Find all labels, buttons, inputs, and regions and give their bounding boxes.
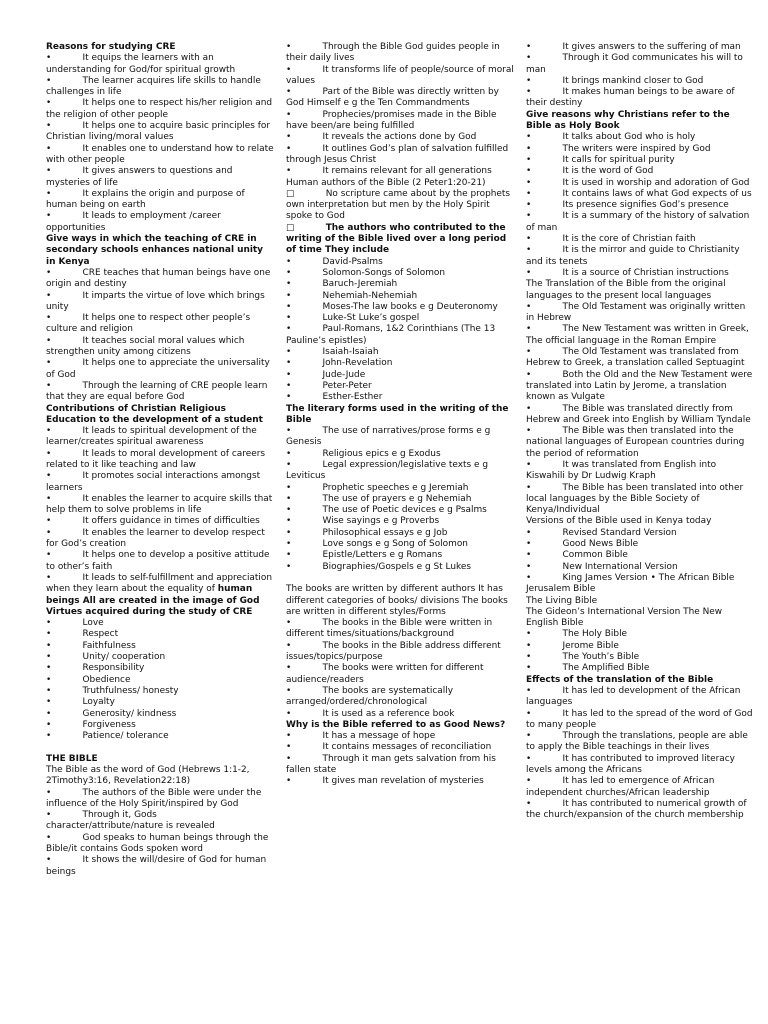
line-text: • Both the Old and the New Testament were translated into Latin by Jerome, a translation known as Vulgate	[526, 369, 753, 403]
blank-line	[286, 573, 514, 584]
line-text: • The books are systematically arranged/ordered/chronological	[286, 685, 453, 708]
text-line	[526, 641, 754, 652]
line-text: • The use of Poetic devices e g Psalms	[286, 505, 487, 516]
line-text: • It enables one to understand how to relate with other people	[46, 143, 274, 165]
line-text: • Luke-St Luke’s gospel	[286, 313, 420, 324]
line-text: • The Holy Bible	[526, 629, 628, 640]
text-line	[526, 211, 754, 234]
line-text: • Esther-Esther	[286, 392, 383, 403]
text-line	[46, 697, 274, 708]
line-text: • It promotes social interactions amongst learners	[46, 471, 261, 493]
line-text: The Gideon’s International Version The New English Bible	[526, 606, 723, 629]
text-line	[46, 144, 274, 167]
text-line	[46, 516, 274, 527]
text-line	[286, 370, 514, 381]
text-line	[46, 720, 274, 731]
line-text: • The Amplified Bible	[526, 663, 650, 674]
line-text: • Responsibility	[46, 663, 145, 674]
text-line	[526, 460, 754, 483]
line-text: THE BIBLE	[46, 753, 98, 764]
text-line	[46, 573, 274, 607]
line-text: • David-Psalms	[286, 256, 383, 267]
line-text: • It gives answers to the suffering of man	[526, 42, 741, 52]
text-line	[46, 121, 274, 144]
text-line	[286, 302, 514, 313]
text-line	[286, 618, 514, 641]
line-text: Virtues acquired during the study of CRE	[46, 606, 253, 617]
text-line	[286, 426, 514, 449]
line-text: • It was translated from English into Kiswahili by Dr Ludwig Kraph	[526, 459, 717, 482]
text-line	[286, 178, 514, 189]
line-text: • Through the translations, people are able to apply the Bible teachings in their lives	[526, 731, 748, 753]
text-line	[286, 166, 514, 177]
text-line	[526, 528, 754, 539]
line-text: • It reveals the actions done by God	[286, 132, 477, 143]
line-text: • The New Testament was written in Greek, The official language in the Roman Empire	[526, 324, 749, 346]
line-text: The Translation of the Bible from the original languages to the present local languages	[526, 279, 726, 301]
text-line	[46, 98, 274, 121]
line-text: • Through the learning of CRE people learn that they are equal before God	[46, 380, 268, 403]
line-text: • Peter-Peter	[286, 380, 372, 391]
line-text: • Through it, Gods character/attribute/nature is revealed	[46, 810, 215, 832]
text-line	[526, 42, 754, 53]
line-text: • It is the core of Christian faith	[526, 234, 696, 245]
line-text: • It has a message of hope	[286, 731, 436, 742]
line-text: • New International Version	[526, 561, 678, 572]
line-text: • It contains messages of reconciliation	[286, 742, 492, 753]
line-text: • Through it man gets salvation from his fallen state	[286, 753, 496, 775]
line-text: • Biographies/Gospels e g St Lukes	[286, 561, 471, 572]
line-text: • The books were written for different audience/readers	[286, 663, 484, 685]
line-text: • Nehemiah-Nehemiah	[286, 290, 418, 301]
text-line	[526, 539, 754, 550]
text-line	[526, 268, 754, 279]
text-line	[526, 607, 754, 630]
text-line	[286, 65, 514, 88]
line-text: • It is the word of God	[526, 166, 654, 177]
text-line	[526, 324, 754, 347]
line-text: □ No scripture came about by the prophets own interpretation but men by the Holy Spirit spoke to God	[286, 188, 511, 222]
line-text: • It teaches social moral values which strengthen unity among citizens	[46, 335, 245, 358]
line-text: • The Old Testament was translated from Hebrew to Greek, a translation called Septuagint	[526, 347, 745, 369]
text-line	[46, 833, 274, 856]
line-text: • Forgiveness	[46, 719, 136, 730]
line-text: Reasons for studying CRE	[46, 42, 176, 52]
line-text: • The books in the Bible were written in different times/situations/background	[286, 618, 493, 640]
text-line	[286, 754, 514, 777]
line-text: • It has led to development of the African languages	[526, 685, 741, 708]
line-text: • It has contributed to numerical growth of the church/expansion of the church membership	[526, 798, 747, 821]
text-line	[286, 279, 514, 290]
text-line	[526, 370, 754, 404]
line-text: • Unity/ cooperation	[46, 652, 166, 663]
text-line	[526, 550, 754, 561]
text-line	[526, 234, 754, 245]
text-line	[526, 686, 754, 709]
text-line	[46, 618, 274, 629]
line-text: • The Bible was then translated into the national languages of European countries during the period of reformation	[526, 426, 745, 459]
line-text: Effects of the translation of the Bible	[526, 674, 714, 685]
line-text: • Generosity/ kindness	[46, 708, 177, 719]
line-text: • It brings mankind closer to God	[526, 75, 704, 86]
line-text: • Legal expression/legislative texts e g Leviticus	[286, 459, 489, 482]
line-text: □	[286, 222, 326, 233]
line-text: • Religious epics e g Exodus	[286, 448, 441, 459]
line-text: • It calls for spiritual purity	[526, 154, 675, 165]
text-line	[46, 166, 274, 189]
text-line	[46, 53, 274, 76]
line-text: • Wise sayings e g Proverbs	[286, 516, 440, 527]
text-line	[526, 155, 754, 166]
text-line	[286, 358, 514, 369]
line-text: • The Old Testament was originally written in Hebrew	[526, 301, 746, 324]
text-line	[286, 313, 514, 324]
text-line	[286, 392, 514, 403]
line-text: • The Bible has been translated into other local languages by the Bible Society of Kenya/Individual	[526, 482, 744, 516]
line-text: • Jerome Bible	[526, 640, 619, 651]
text-line	[46, 471, 274, 494]
line-text: • Philosophical essays e g Job	[286, 527, 448, 538]
line-text: • CRE teaches that human beings have one origin and destiny	[46, 267, 271, 290]
column-2	[286, 42, 514, 788]
text-line	[526, 302, 754, 325]
text-line	[286, 460, 514, 483]
text-line	[526, 347, 754, 370]
line-text: • It is a source of Christian instructions	[526, 267, 729, 278]
text-line	[286, 505, 514, 516]
line-text: • It offers guidance in times of difficulties	[46, 516, 260, 527]
line-text: • It helps one to respect other people’s culture and religion	[46, 313, 251, 335]
line-text: • It is used as a reference book	[286, 708, 455, 719]
line-text: • Its presence signifies God’s presence	[526, 200, 729, 211]
text-line	[46, 765, 274, 788]
text-line	[526, 245, 754, 268]
line-text: • God speaks to human beings through the Bible/it contains Gods spoken word	[46, 832, 269, 855]
text-line	[286, 291, 514, 302]
text-line	[286, 686, 514, 709]
text-line	[46, 709, 274, 720]
text-line	[286, 641, 514, 664]
text-line	[46, 358, 274, 381]
line-text: • Obedience	[46, 674, 131, 685]
text-line	[286, 449, 514, 460]
section-heading	[46, 754, 274, 765]
text-line	[286, 132, 514, 143]
text-line	[46, 336, 274, 359]
section-heading	[286, 404, 514, 427]
text-line	[46, 810, 274, 833]
line-text: • It talks about God who is holy	[526, 132, 696, 143]
text-line	[286, 663, 514, 686]
text-line	[526, 709, 754, 732]
text-line	[46, 686, 274, 697]
text-line	[46, 528, 274, 551]
text-line	[286, 776, 514, 787]
line-text: • It equips the learners with an understanding for God/for spiritual growth	[46, 53, 236, 75]
line-text: • It helps one to appreciate the universality of God	[46, 358, 270, 380]
text-line	[526, 404, 754, 427]
text-line	[526, 516, 754, 527]
line-text: • Through it God communicates his will to man	[526, 53, 743, 75]
line-text: • Truthfulness/ honesty	[46, 685, 179, 696]
line-text: • Common Bible	[526, 550, 628, 561]
text-line	[46, 550, 274, 573]
line-text: • Patience/ tolerance	[46, 731, 169, 742]
section-heading	[46, 404, 274, 427]
line-text: The books are written by different authors It has different categories of books/ divisions The books are written in different styles/Forms	[286, 584, 508, 617]
line-text: • It is used in worship and adoration of God	[526, 177, 750, 188]
line-text: • Revised Standard Version	[526, 527, 677, 538]
line-text: • It remains relevant for all generations	[286, 166, 492, 177]
text-line	[286, 87, 514, 110]
text-line	[526, 132, 754, 143]
column-3	[526, 42, 754, 821]
line-text: • It helps one to develop a positive attitude to other’s faith	[46, 550, 270, 572]
line-text: • It helps one to acquire basic principles for Christian living/moral values	[46, 121, 271, 143]
text-line	[526, 776, 754, 799]
text-line	[286, 742, 514, 753]
line-text: • It gives answers to questions and mysteries of life	[46, 166, 233, 188]
text-line	[286, 324, 514, 347]
text-line	[46, 855, 274, 878]
text-line	[526, 53, 754, 76]
line-text: • Solomon-Songs of Solomon	[286, 267, 446, 278]
line-text: • It leads to self-fulfillment and appreciation when they learn about the equality of	[46, 572, 273, 595]
text-line	[46, 76, 274, 99]
line-text: The Living Bible	[526, 595, 598, 606]
text-line	[286, 110, 514, 133]
line-text: The literary forms used in the writing of the Bible	[286, 403, 509, 425]
line-text: • Love songs e g Song of Solomon	[286, 539, 468, 550]
text-line	[286, 731, 514, 742]
line-text: • The use of prayers e g Nehemiah	[286, 493, 472, 504]
text-line	[286, 381, 514, 392]
text-line	[526, 76, 754, 87]
section-heading	[46, 234, 274, 268]
text-line	[46, 313, 274, 336]
line-text: • Part of the Bible was directly written by God Himself e g the Ten Commandments	[286, 87, 499, 109]
text-line	[46, 641, 274, 652]
line-text: • Loyalty	[46, 697, 115, 708]
text-line	[46, 291, 274, 314]
line-text: • Baruch-Jeremiah	[286, 279, 398, 290]
text-line	[46, 211, 274, 234]
section-heading	[46, 42, 274, 53]
line-text: • Jude-Jude	[286, 369, 366, 380]
text-line	[526, 144, 754, 155]
text-line	[286, 562, 514, 573]
text-line	[46, 675, 274, 686]
line-text: • It is a summary of the history of salvation of man	[526, 211, 750, 233]
text-line	[46, 731, 274, 742]
text-line	[286, 223, 514, 257]
line-text: • It leads to employment /career opportunities	[46, 211, 221, 233]
text-line	[286, 257, 514, 268]
line-text: • It helps one to respect his/her religion and the religion of other people	[46, 98, 273, 120]
line-text: • Paul-Romans, 1&2 Corinthians (The 13 Pauline’s epistles)	[286, 324, 496, 346]
text-line	[526, 87, 754, 110]
section-heading	[286, 720, 514, 731]
text-line	[46, 629, 274, 640]
line-text: • Isaiah-Isaiah	[286, 347, 379, 358]
line-text: • It shows the will/desire of God for human beings	[46, 855, 267, 877]
text-line	[526, 562, 754, 573]
text-line	[46, 426, 274, 449]
text-line	[46, 268, 274, 291]
text-line	[286, 584, 514, 618]
line-text: • Through the Bible God guides people in their daily lives	[286, 42, 500, 64]
line-text: Give reasons why Christians refer to the Bible as Holy Book	[526, 109, 730, 132]
section-heading	[526, 110, 754, 133]
text-line	[286, 189, 514, 223]
text-line	[46, 788, 274, 811]
line-text: • It outlines God’s plan of salvation fulfilled through Jesus Christ	[286, 143, 509, 165]
line-text: • Epistle/Letters e g Romans	[286, 550, 443, 561]
line-text: • It leads to moral development of careers related to it like teaching and law	[46, 448, 266, 470]
line-text: • Prophecies/promises made in the Bible have been/are being fulfilled	[286, 109, 497, 132]
text-line	[526, 483, 754, 517]
text-line	[46, 189, 274, 212]
line-text: • The authors of the Bible were under the influence of the Holy Spirit/inspired by God	[46, 787, 262, 809]
line-text: • It enables the learner to acquire skills that help them to solve problems in life	[46, 493, 273, 516]
text-line	[286, 516, 514, 527]
text-line	[286, 539, 514, 550]
text-line	[286, 144, 514, 167]
line-text: • It imparts the virtue of love which brings unity	[46, 290, 265, 312]
text-line	[526, 663, 754, 674]
section-heading	[526, 675, 754, 686]
line-text: • King James Version • The African Bible Jerusalem Bible	[526, 572, 735, 595]
text-line	[286, 42, 514, 65]
column-1	[46, 42, 274, 878]
text-line	[526, 652, 754, 663]
section-heading	[46, 607, 274, 618]
text-line	[286, 528, 514, 539]
line-text: Human authors of the Bible (2 Peter1:20-21)	[286, 177, 486, 188]
line-text: • It enables the learner to develop respect for God’s creation	[46, 527, 265, 550]
line-text: • It has led to the spread of the word of God to many people	[526, 708, 753, 730]
text-line	[46, 449, 274, 472]
bold-phrase: human beings All are created in the image of God	[46, 584, 260, 606]
text-line	[46, 381, 274, 404]
line-text: • The writers were inspired by God	[526, 143, 711, 154]
line-text: • It explains the origin and purpose of human being on earth	[46, 188, 245, 211]
line-text: • Faithfulness	[46, 640, 136, 651]
line-text: • It has contributed to improved literacy levels among the Africans	[526, 753, 735, 775]
text-line	[526, 200, 754, 211]
line-text: • Moses-The law books e g Deuteronomy	[286, 301, 498, 312]
line-text: • It contains laws of what God expects of us	[526, 188, 752, 199]
line-text: • It gives man revelation of mysteries	[286, 776, 484, 787]
text-line	[526, 166, 754, 177]
text-line	[526, 178, 754, 189]
text-line	[526, 731, 754, 754]
line-text: • The use of narratives/prose forms e g Genesis	[286, 426, 491, 448]
line-text: The Bible as the word of God (Hebrews 1:1-2, 2Timothy3:16, Revelation22:18)	[46, 765, 250, 787]
text-line	[526, 629, 754, 640]
line-text: • It is the mirror and guide to Christianity and its tenets	[526, 245, 740, 267]
line-text: • It has led to emergence of African independent churches/African leadership	[526, 776, 715, 798]
text-line	[46, 663, 274, 674]
line-text: • The books in the Bible address different issues/topics/purpose	[286, 640, 501, 663]
text-line	[526, 279, 754, 302]
line-text: • It transforms life of people/source of moral values	[286, 64, 514, 86]
text-line	[526, 573, 754, 596]
line-text: • It leads to spiritual development of the learner/creates spiritual awareness	[46, 426, 257, 448]
text-line	[286, 494, 514, 505]
line-text: • Good News Bible	[526, 539, 639, 550]
line-text: • The learner acquires life skills to handle challenges in life	[46, 75, 261, 98]
line-text: • Love	[46, 618, 104, 629]
line-text: • The Bible was translated directly from Hebrew and Greek into English by William Tyndale	[526, 403, 751, 425]
line-text: Versions of the Bible used in Kenya today	[526, 516, 712, 527]
text-line	[526, 596, 754, 607]
text-line	[286, 268, 514, 279]
line-text: • Respect	[46, 629, 119, 640]
text-line	[526, 189, 754, 200]
line-text: Why is the Bible referred to as Good News?	[286, 719, 506, 730]
line-text: • It makes human beings to be aware of their destiny	[526, 87, 735, 109]
text-line	[526, 426, 754, 460]
line-text: • The Youth’s Bible	[526, 652, 640, 663]
text-line	[286, 483, 514, 494]
text-line	[286, 347, 514, 358]
text-line	[46, 494, 274, 517]
line-text: Contributions of Christian Religious Education to the development of a student	[46, 403, 263, 425]
line-text: Give ways in which the teaching of CRE in secondary schools enhances national unity in Kenya	[46, 234, 264, 267]
text-line	[286, 550, 514, 561]
text-line	[286, 709, 514, 720]
blank-line	[46, 742, 274, 753]
text-line	[46, 652, 274, 663]
line-text: • John-Revelation	[286, 358, 393, 369]
text-line	[526, 754, 754, 777]
text-line	[526, 799, 754, 822]
line-text: • Prophetic speeches e g Jeremiah	[286, 482, 469, 493]
bold-phrase: The authors who contributed to the writing of the Bible lived over a long period of time They include	[286, 222, 507, 256]
